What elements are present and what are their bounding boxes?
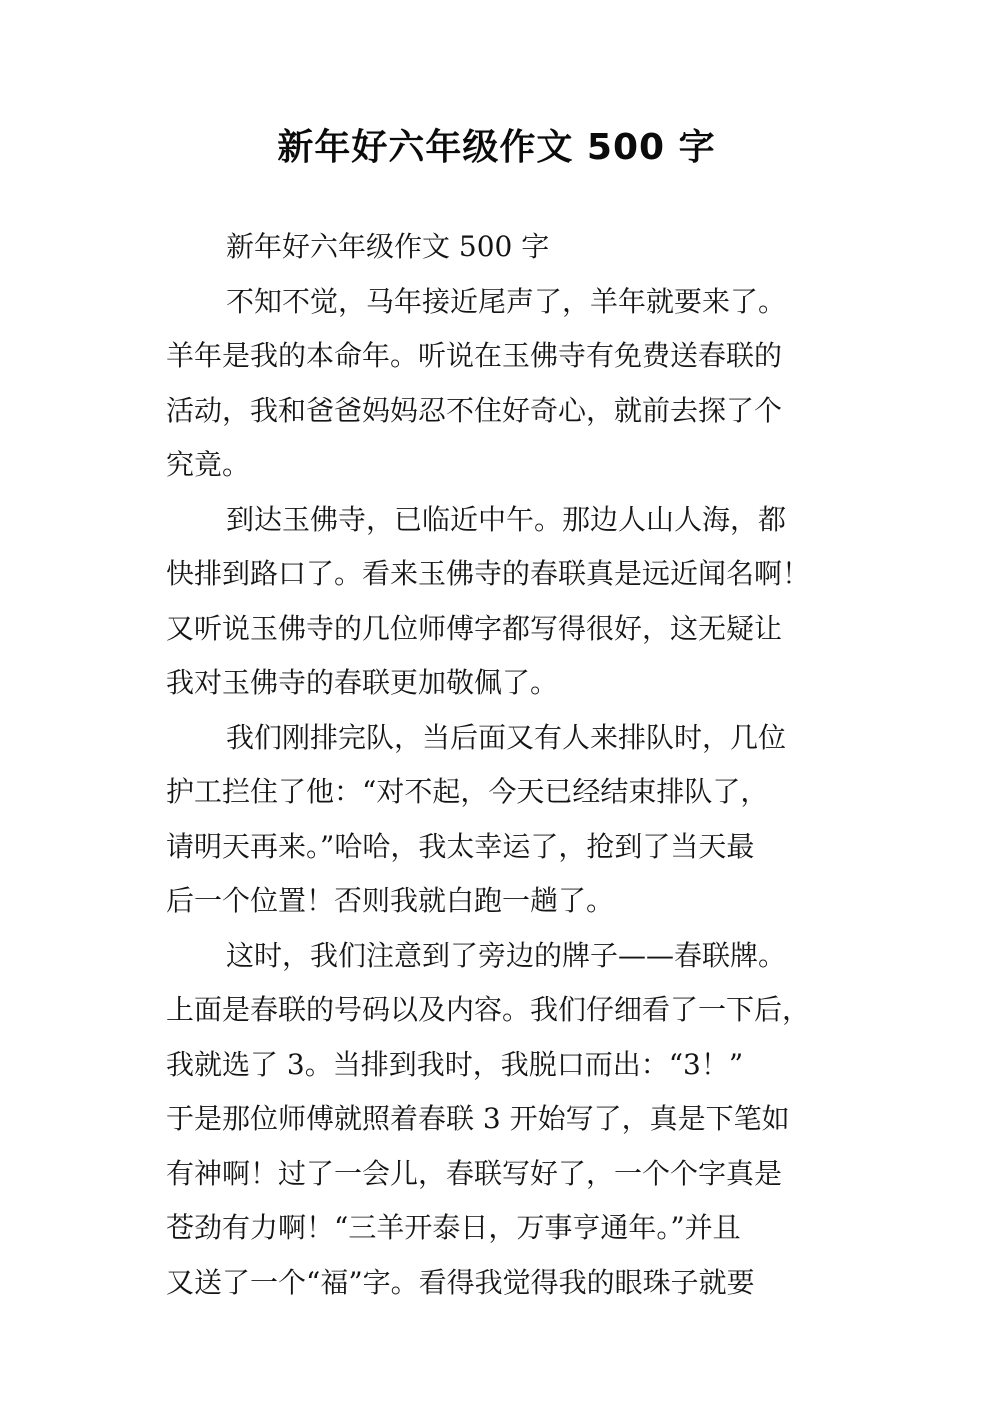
body-line: 请明天再来。”哈哈，我太幸运了，抢到了当天最 [166,829,755,863]
body-line: 不知不觉，马年接近尾声了，羊年就要来了。 [226,284,787,318]
body-line: 我们刚排完队，当后面又有人来排队时，几位 [226,720,787,754]
body-line: 上面是春联的号码以及内容。我们仔细看了一下后， [166,993,811,1026]
body-line: 我就选了 3。当排到我时，我脱口而出：“3！” [166,1047,744,1081]
body-line: 于是那位师傅就照着春联 3 开始写了，真是下笔如 [166,1102,790,1135]
document-title: 新年好六年级作文 500 字 [277,127,716,168]
document-body [166,220,866,1310]
body-line: 究竟。 [166,448,251,481]
body-line: 快排到路口了。看来玉佛寺的春联真是远近闻名啊！ [166,557,811,590]
body-line-subtitle: 新年好六年级作文 500 字 [226,230,550,263]
body-line: 苍劲有力啊！“三羊开泰日，万事亨通年。”并且 [166,1211,741,1244]
body-line: 我对玉佛寺的春联更加敬佩了。 [166,666,559,699]
body-line: 有神啊！过了一会儿，春联写好了，一个个字真是 [166,1156,783,1190]
body-line: 后一个位置！否则我就白跑一趟了。 [166,884,615,917]
body-line: 护工拦住了他：“对不起，今天已经结束排队了， [166,775,769,808]
body-line: 羊年是我的本命年。听说在玉佛寺有免费送春联的 [166,339,783,372]
body-line: 活动，我和爸爸妈妈忍不住好奇心，就前去探了个 [166,393,783,427]
body-line: 到达玉佛寺，已临近中午。那边人山人海，都 [226,502,787,536]
body-line: 又送了一个“福”字。看得我觉得我的眼珠子就要 [166,1265,755,1299]
body-line: 又听说玉佛寺的几位师傅字都写得很好，这无疑让 [166,611,783,645]
body-line: 这时，我们注意到了旁边的牌子——春联牌。 [226,938,787,972]
